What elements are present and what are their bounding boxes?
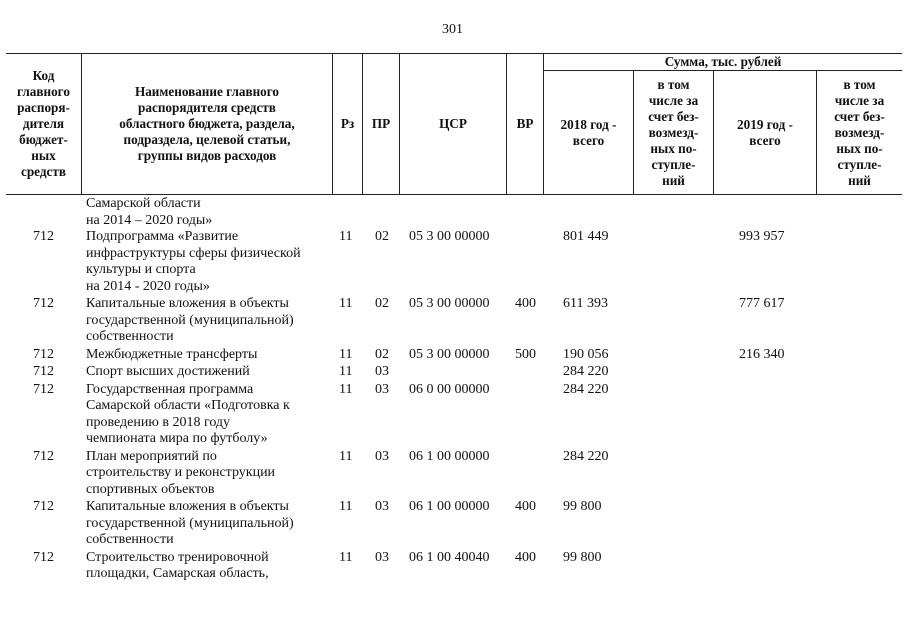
row-2019-total: 993 957	[739, 229, 785, 244]
row-code: 712	[33, 364, 54, 379]
header-pr: ПР	[371, 116, 391, 131]
header-line: числе за	[834, 93, 885, 108]
header-line: областного бюджета, раздела,	[119, 116, 295, 131]
row-vr: 400	[515, 499, 536, 514]
header-line: распоря-	[17, 100, 70, 115]
header-2018-total	[544, 71, 633, 195]
row-name	[86, 347, 334, 364]
header-line: возмезд-	[834, 125, 885, 140]
row-csr: 06 1 00 00000	[409, 448, 490, 464]
header-line: ных по-	[650, 141, 697, 156]
row-name	[86, 550, 334, 583]
row-code: 712	[33, 381, 54, 397]
header-2019-total	[714, 71, 816, 195]
row-code: 712	[33, 499, 54, 514]
row-name-line: Государственная программа	[86, 381, 254, 397]
header-2018-free	[634, 71, 713, 195]
header-line: бюджет-	[19, 132, 68, 147]
header-2019-free	[817, 71, 902, 195]
row-2019-total: 216 340	[739, 346, 785, 362]
row-pr: 03	[375, 499, 389, 514]
row-name	[86, 364, 334, 381]
header-line: средств	[20, 164, 66, 179]
header-line: 2019 год -	[737, 117, 793, 132]
header-line: возмезд-	[648, 125, 699, 140]
header-line: счет без-	[648, 109, 699, 124]
row-name-line: чемпионата мира по футболу»	[86, 431, 268, 446]
header-line: ний	[848, 173, 871, 188]
row-csr: 05 3 00 00000	[409, 346, 490, 362]
row-rz: 11	[339, 296, 353, 311]
row-name-line: проведению в 2018 году	[86, 414, 231, 430]
header-line: ний	[662, 173, 685, 188]
row-name	[86, 229, 334, 295]
row-name-line: Самарской области	[86, 196, 201, 211]
header-line: главного	[17, 84, 70, 99]
row-code: 712	[33, 448, 54, 464]
header-line: в том	[843, 77, 876, 92]
header-name	[82, 53, 332, 195]
row-name	[86, 196, 334, 229]
row-name-line: Самарской области «Подготовка к	[86, 398, 290, 413]
header-line: дителя	[22, 116, 65, 131]
row-name-line: спортивных объектов	[86, 481, 215, 497]
row-pr: 03	[375, 448, 389, 464]
row-name-line: площадки, Самарская область,	[86, 566, 269, 581]
header-sum: Сумма, тыс. рублей	[664, 53, 782, 69]
header-rz: Рз	[340, 116, 355, 131]
row-pr: 02	[375, 296, 389, 311]
page-number: 301	[442, 22, 463, 37]
row-csr: 05 3 00 00000	[409, 229, 490, 244]
row-csr: 06 0 00 00000	[409, 381, 490, 397]
row-name-line: Подпрограмма «Развитие	[86, 229, 239, 244]
row-name	[86, 296, 334, 346]
row-2018-total: 284 220	[563, 448, 609, 464]
header-line: подраздела, целевой статьи,	[123, 132, 291, 147]
header-line: Наименование главного	[134, 84, 280, 99]
row-2018-total: 284 220	[563, 364, 609, 379]
header-line: группы видов расходов	[137, 148, 277, 163]
row-name-line: строительству и реконструкции	[86, 465, 276, 480]
row-rz: 11	[339, 499, 353, 514]
table-header	[6, 53, 902, 195]
row-name-line: Межбюджетные трансферты	[86, 346, 258, 362]
row-rz: 11	[339, 346, 353, 362]
row-2018-total: 611 393	[563, 296, 608, 311]
row-name-line: на 2014 - 2020 годы»	[86, 278, 210, 294]
row-rz: 11	[339, 364, 353, 379]
header-vr: ВР	[516, 116, 534, 131]
row-name	[86, 449, 334, 499]
row-name-line: Капитальные вложения в объекты	[86, 499, 289, 514]
row-vr: 500	[515, 346, 536, 362]
row-name	[86, 499, 334, 549]
row-name-line: инфраструктуры сферы физической	[86, 245, 301, 261]
header-line: ступле-	[651, 157, 696, 172]
row-pr: 02	[375, 346, 389, 362]
row-code: 712	[33, 346, 54, 362]
row-pr: 03	[375, 549, 389, 565]
header-line: счет без-	[834, 109, 885, 124]
row-rz: 11	[339, 229, 353, 244]
row-name-line: План мероприятий по	[86, 448, 217, 464]
row-name-line: Капитальные вложения в объекты	[86, 296, 289, 311]
header-code	[6, 53, 81, 195]
row-code: 712	[33, 296, 54, 311]
row-name-line: Строительство тренировочной	[86, 549, 269, 565]
row-code: 712	[33, 229, 54, 244]
header-line: 2018 год -	[560, 117, 617, 132]
header-line: числе за	[648, 93, 699, 108]
row-name	[86, 382, 334, 448]
row-2018-total: 190 056	[563, 346, 609, 362]
row-name-line: государственной (муниципальной)	[86, 515, 294, 531]
row-2018-total: 99 800	[563, 499, 602, 514]
header-csr: ЦСР	[439, 116, 467, 131]
header-line: всего	[572, 133, 605, 148]
row-pr: 02	[375, 229, 389, 244]
header-line: всего	[749, 133, 781, 148]
header-line: ных по-	[836, 141, 883, 156]
row-rz: 11	[339, 549, 353, 565]
header-line: ных	[31, 148, 56, 163]
row-name-line: государственной (муниципальной)	[86, 312, 294, 328]
row-name-line: собственности	[86, 329, 174, 344]
row-name-line: культуры и спорта	[86, 262, 196, 277]
header-line: ступле-	[837, 157, 882, 172]
header-line: Код	[32, 68, 55, 83]
row-code: 712	[33, 549, 54, 565]
row-vr: 400	[515, 549, 536, 565]
row-csr: 06 1 00 00000	[409, 499, 490, 514]
row-2018-total: 801 449	[563, 229, 609, 244]
header-line: распорядителя средств	[138, 100, 276, 115]
row-name-line: Спорт высших достижений	[86, 364, 250, 379]
row-vr: 400	[515, 296, 536, 311]
row-csr: 05 3 00 00000	[409, 296, 490, 311]
row-2018-total: 99 800	[563, 549, 602, 565]
header-line: в том	[657, 77, 690, 92]
row-rz: 11	[339, 448, 353, 464]
row-rz: 11	[339, 381, 353, 397]
row-csr: 06 1 00 40040	[409, 549, 490, 565]
row-name-line: на 2014 – 2020 годы»	[86, 212, 213, 228]
row-2019-total: 777 617	[739, 296, 785, 311]
row-2018-total: 284 220	[563, 381, 609, 397]
row-name-line: собственности	[86, 532, 174, 547]
row-pr: 03	[375, 364, 389, 379]
row-pr: 03	[375, 381, 389, 397]
